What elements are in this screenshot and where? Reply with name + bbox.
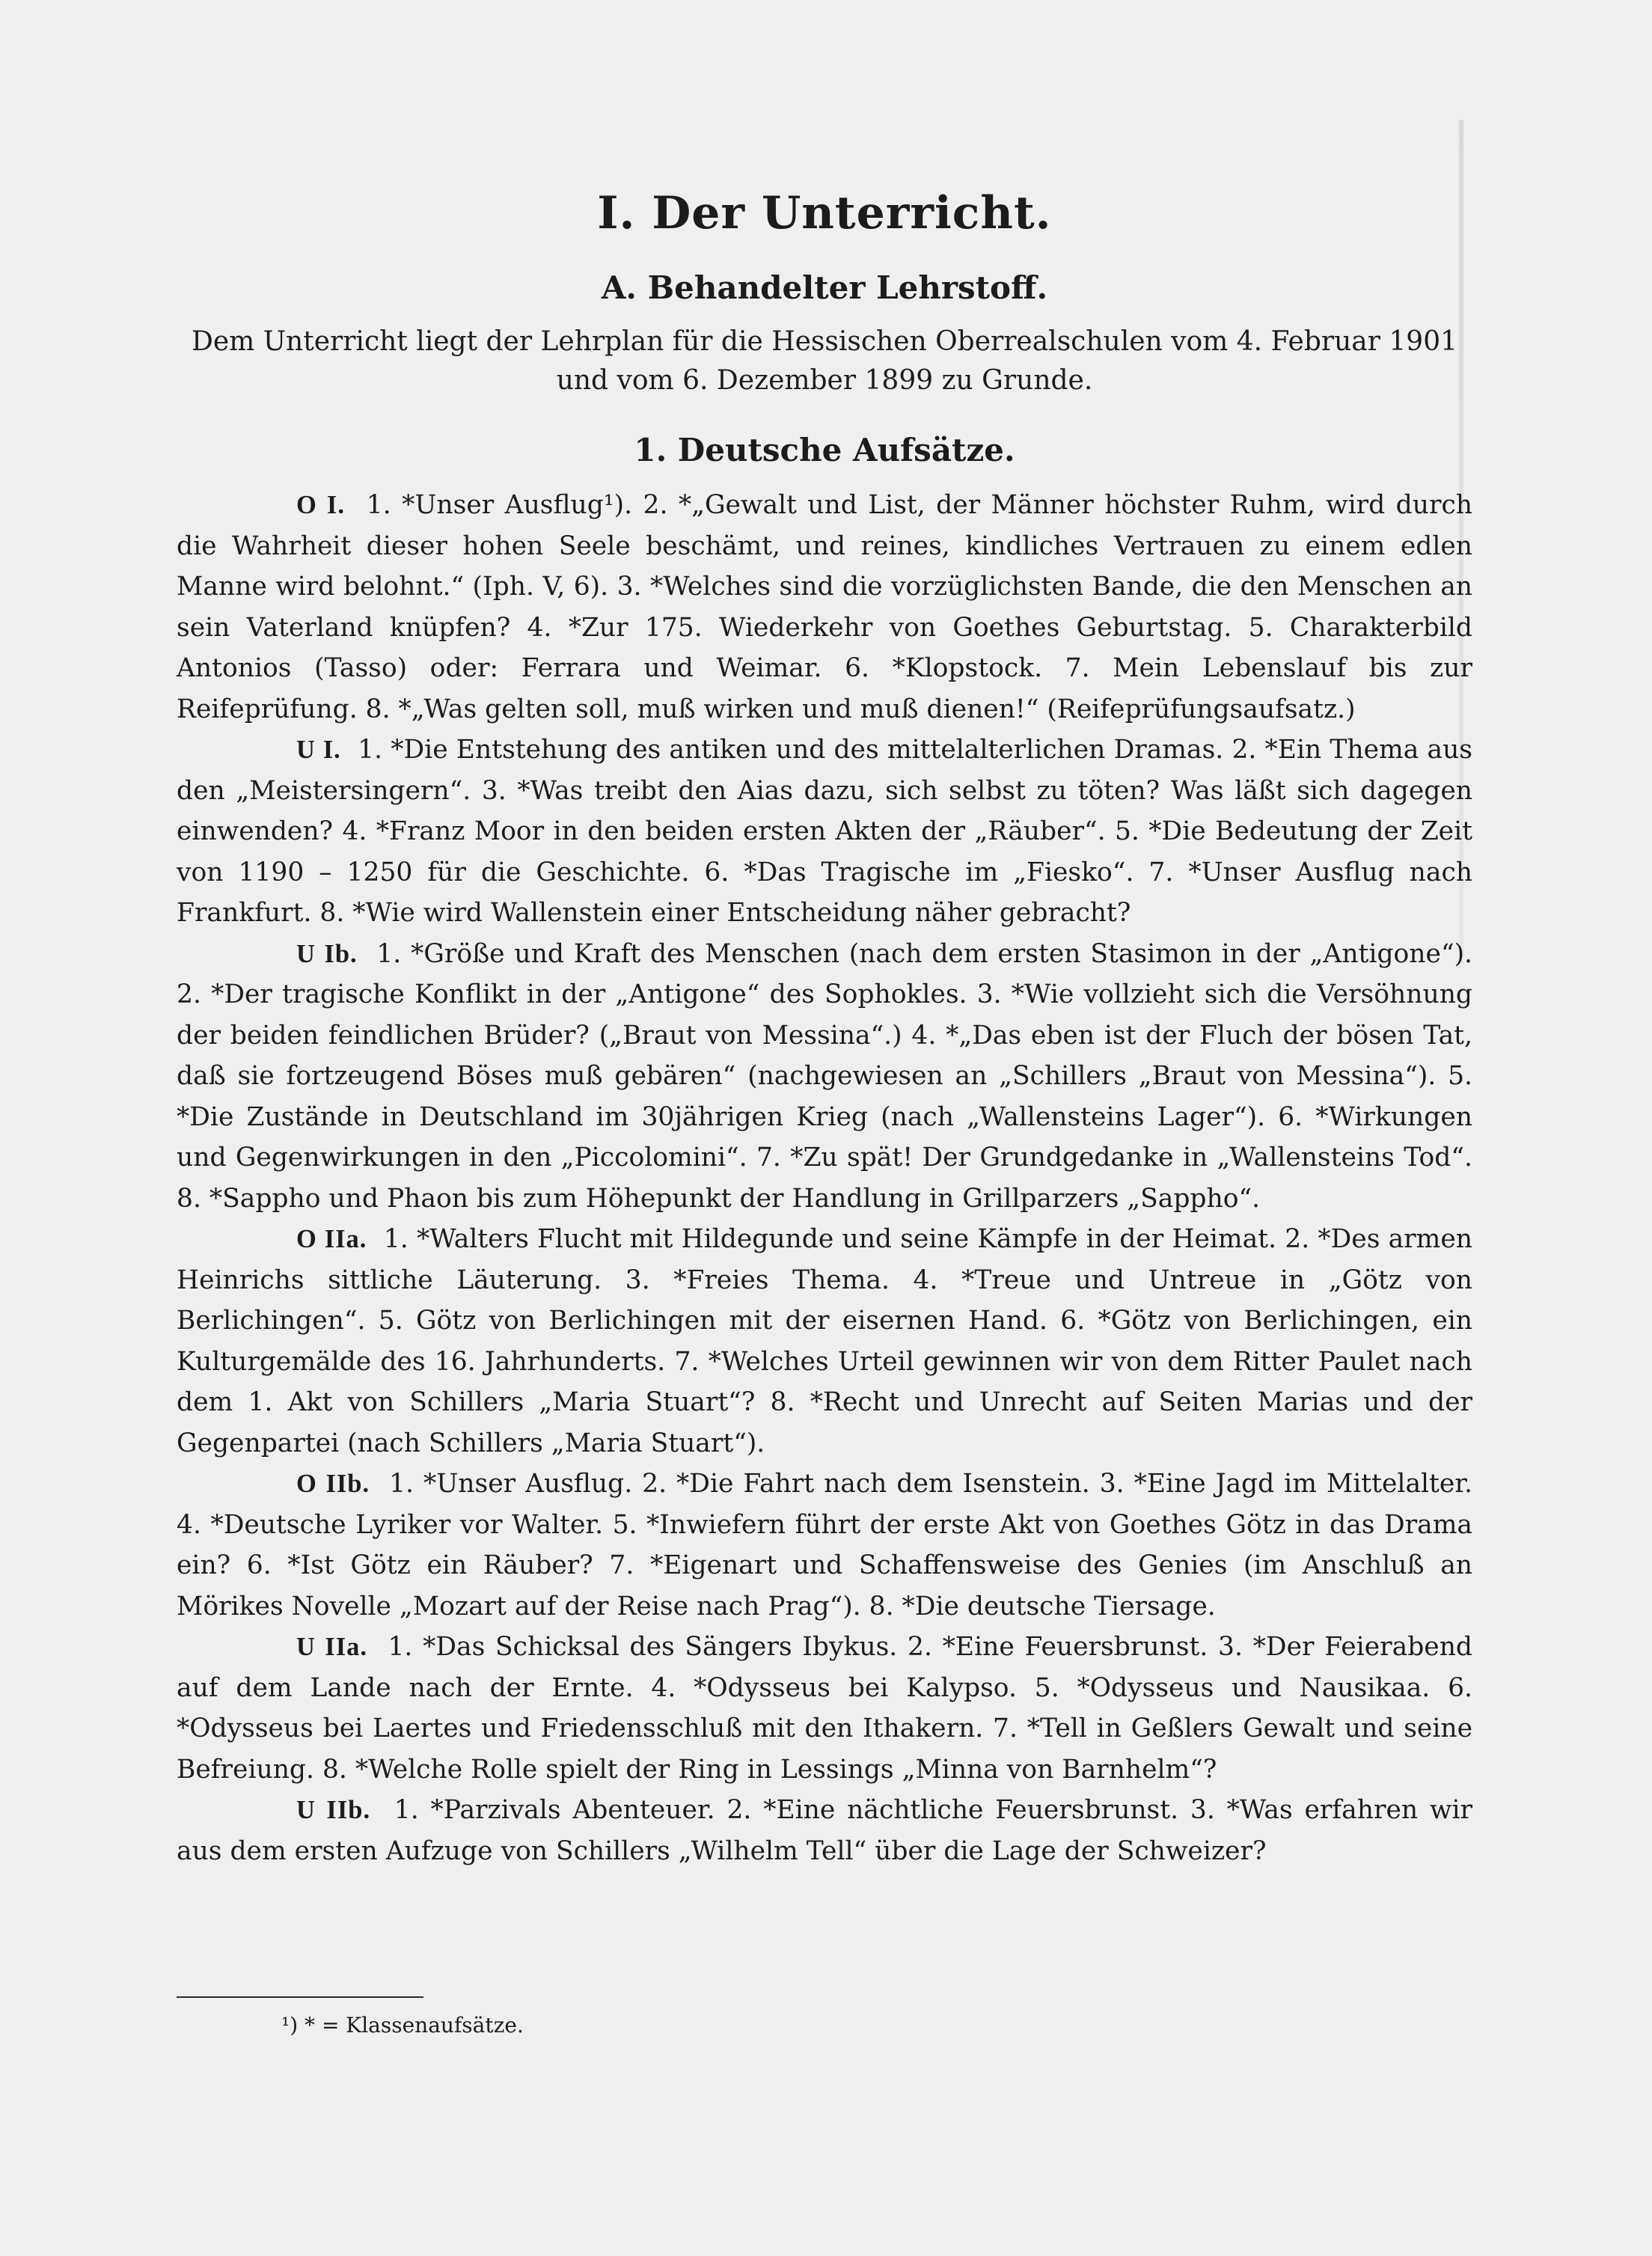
entry-text: 1. *Walters Flucht mit Hildegunde und seine Kämpfe in der Heimat. 2. *Des armen Heinrichs sittliche Läuterung. 3. *Freies Thema. 4. *Treue und Untreue in „Götz von Berlichingen“. 5. Götz von Berlichingen mit der eisernen Hand. 6. *Götz von Berlichingen, ein Kulturgemälde des 16. Jahrhunderts. 7. *Welches Urteil gewinnen wir von dem Ritter Paulet nach dem 1. Akt von Schillers „Maria Stuart“? 8. *Recht und Unrecht auf Seiten Marias und der Gegenpartei (nach Schillers „Maria Stuart“).: [177, 1224, 1473, 1458]
grade-label: U IIb.: [296, 1796, 371, 1824]
page-title: I. Der Unterricht.: [597, 187, 1052, 239]
entry-text: 1. *Unser Ausflug. 2. *Die Fahrt nach dem Isenstein. 3. *Eine Jagd im Mittelalter. 4. *Deutsche Lyriker vor Walter. 5. *Inwiefern führt der erste Akt von Goethes Götz in das Drama ein? 6. *Ist Götz ein Räuber? 7. *Eigenart und Schaffensweise des Genies (im Anschluß an Mörikes Novelle „Mozart auf der Reise nach Prag“). 8. *Die deutsche Tiersage.: [177, 1469, 1472, 1621]
entry-text: 1. *Größe und Kraft des Menschen (nach dem ersten Stasimon in der „Antigone“). 2. *Der tragische Konflikt in der „Antigone“ des Sophokles. 3. *Wie vollzieht sich die Versöhnung der beiden feindlichen Brüder? („Braut von Messina“.) 4. *„Das eben ist der Fluch der bösen Tat, daß sie fortzeugend Böses muß gebären“ (nachgewiesen an „Schillers „Braut von Messina“). 5. *Die Zustände in Deutschland im 30jährigen Krieg (nach „Wallensteins Lager“). 6. *Wirkungen und Gegenwirkungen in den „Piccolomini“. 7. *Zu spät! Der Grundgedanke in „Wallensteins Tod“. 8. *Sappho und Phaon bis zum Höhepunkt der Handlung in Grillparzers „Sappho“.: [177, 938, 1473, 1214]
entry-uiib: [177, 1790, 1472, 1871]
entry-oiib: [177, 1464, 1472, 1627]
grade-label: O I.: [296, 491, 345, 519]
entry-text: 1. *Unser Ausflug¹). 2. *„Gewalt und List, der Männer höchster Ruhm, wird durch die Wahrheit dieser hohen Seele beschämt, und reines, kindliches Vertrauen zu einem edlen Manne wird belohnt.“ (Iph. V, 6). 3. *Welches sind die vorzüglichsten Bande, die den Menschen an sein Vaterland knüpfen? 4. *Zur 175. Wiederkehr von Goethes Geburtstag. 5. Charakterbild Antonios (Tasso) oder: Ferrara und Weimar. 6. *Klopstock. 7. Mein Lebenslauf bis zur Reifeprüfung. 8. *„Was gelten soll, muß wirken und muß dienen!“ (Reifeprüfungsaufsatz.): [177, 490, 1473, 724]
entry-text: 1. *Das Schicksal des Sängers Ibykus. 2. *Eine Feuersbrunst. 3. *Der Feierabend auf dem Lande nach der Ernte. 4. *Odysseus bei Kalypso. 5. *Odysseus und Nausikaa. 6. *Odysseus bei Laertes und Friedensschluß mit den Ithakern. 7. *Tell in Geßlers Gewalt und seine Befreiung. 8. *Welche Rolle spielt der Ring in Lessings „Minna von Barnhelm“?: [177, 1632, 1472, 1785]
grade-label: U Ib.: [296, 939, 358, 968]
grade-label: U I.: [296, 736, 341, 764]
section-heading: 1. Deutsche Aufsätze.: [634, 432, 1015, 468]
grade-label: O IIb.: [296, 1470, 370, 1498]
entry-text: 1. *Parzivals Abenteuer. 2. *Eine nächtliche Feuersbrunst. 3. *Was erfahren wir aus dem ersten Aufzuge von Schillers „Wilhelm Tell“ über die Lage der Schweizer?: [177, 1795, 1473, 1866]
entry-oiia: [177, 1219, 1472, 1464]
entry-ui: [177, 730, 1472, 934]
footnote-divider: [177, 1996, 423, 1998]
entry-text: 1. *Die Entstehung des antiken und des mittelalterlichen Dramas. 2. *Ein Thema aus den „Meistersingern“. 3. *Was treibt den Aias dazu, sich selbst zu töten? Was läßt sich dagegen einwenden? 4. *Franz Moor in den beiden ersten Akten der „Räuber“. 5. *Die Bedeutung der Zeit von 1190 – 1250 für die Geschichte. 6. *Das Tragische im „Fiesko“. 7. *Unser Ausflug nach Frankfurt. 8. *Wie wird Wallenstein einer Entscheidung näher gebracht?: [177, 735, 1472, 928]
entry-oi: [177, 485, 1472, 730]
entry-uiia: [177, 1627, 1472, 1790]
text-column: [177, 187, 1472, 1871]
footnote: ¹) * = Klassenaufsätze.: [281, 2013, 524, 2038]
grade-label: O IIa.: [296, 1225, 367, 1253]
entry-uib: [177, 934, 1472, 1220]
intro-paragraph: Dem Unterricht liegt der Lehrplan für die Hessischen Oberrealschulen vom 4. Februar 1901 und vom 6. Dezember 1899 zu Grunde.: [191, 326, 1458, 396]
grade-label: U IIa.: [296, 1633, 368, 1661]
section-subtitle: A. Behandelter Lehrstoff.: [601, 269, 1048, 306]
